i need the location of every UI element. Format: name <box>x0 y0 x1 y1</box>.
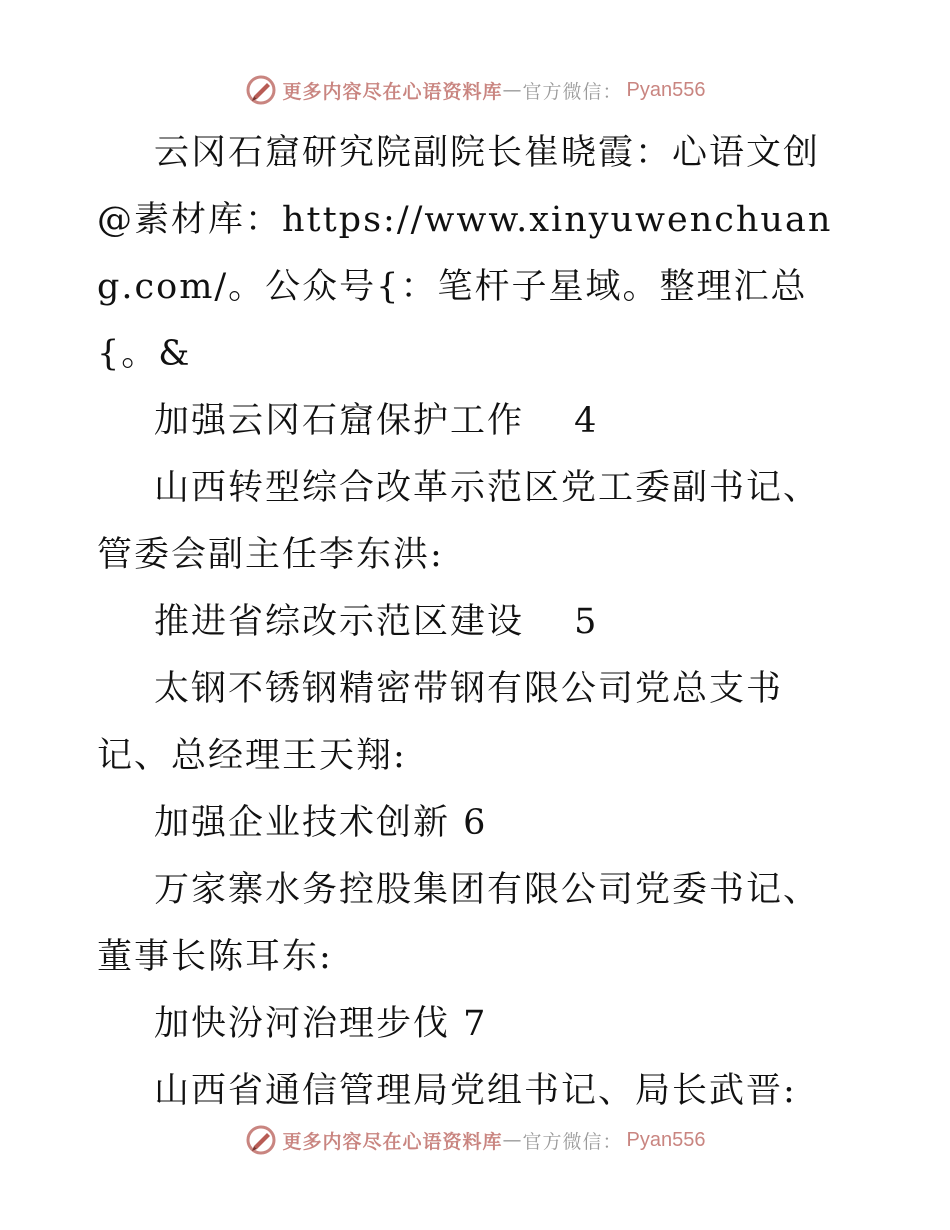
banner-official-label: 官方微信： <box>522 80 623 103</box>
brush-pen-logo-icon <box>245 74 277 106</box>
header-banner <box>0 70 950 110</box>
banner-wechat-id: Pyan556 <box>626 78 706 101</box>
banner-wechat-id: Pyan556 <box>626 1128 706 1151</box>
paragraph-2: 加强云冈石窟保护工作 4 <box>154 401 599 441</box>
paragraph-8: 加快汾河治理步伐 7 <box>154 1004 488 1044</box>
paragraph-7: 万家寨水务控股集团有限公司党委书记、董事长陈耳东: <box>97 870 821 977</box>
footer-banner <box>0 1120 950 1160</box>
paragraph-3: 山西转型综合改革示范区党工委副书记、管委会副主任李东洪: <box>97 468 821 575</box>
paragraph-6: 加强企业技术创新 6 <box>154 803 488 843</box>
document-body <box>97 120 837 1125</box>
paragraph-5: 太钢不锈钢精密带钢有限公司党总支书记、总经理王天翔: <box>97 669 784 776</box>
banner-official-label: 官方微信： <box>522 1130 623 1153</box>
paragraph-1: 云冈石窟研究院副院长崔晓霞：心语文创@素材库：https://www.xinyuwenchuang.com/。公众号{：笔杆子星域。整理汇总{。& <box>97 133 833 374</box>
paragraph-9: 山西省通信管理局党组书记、局长武晋: <box>154 1071 797 1111</box>
brush-pen-logo-icon <box>245 1124 277 1156</box>
banner-text: 更多内容尽在心语资料库 <box>282 80 503 103</box>
banner-separator: — <box>502 1129 523 1151</box>
paragraph-4: 推进省综改示范区建设 5 <box>154 602 599 642</box>
banner-separator: — <box>502 79 523 101</box>
banner-text: 更多内容尽在心语资料库 <box>282 1130 503 1153</box>
